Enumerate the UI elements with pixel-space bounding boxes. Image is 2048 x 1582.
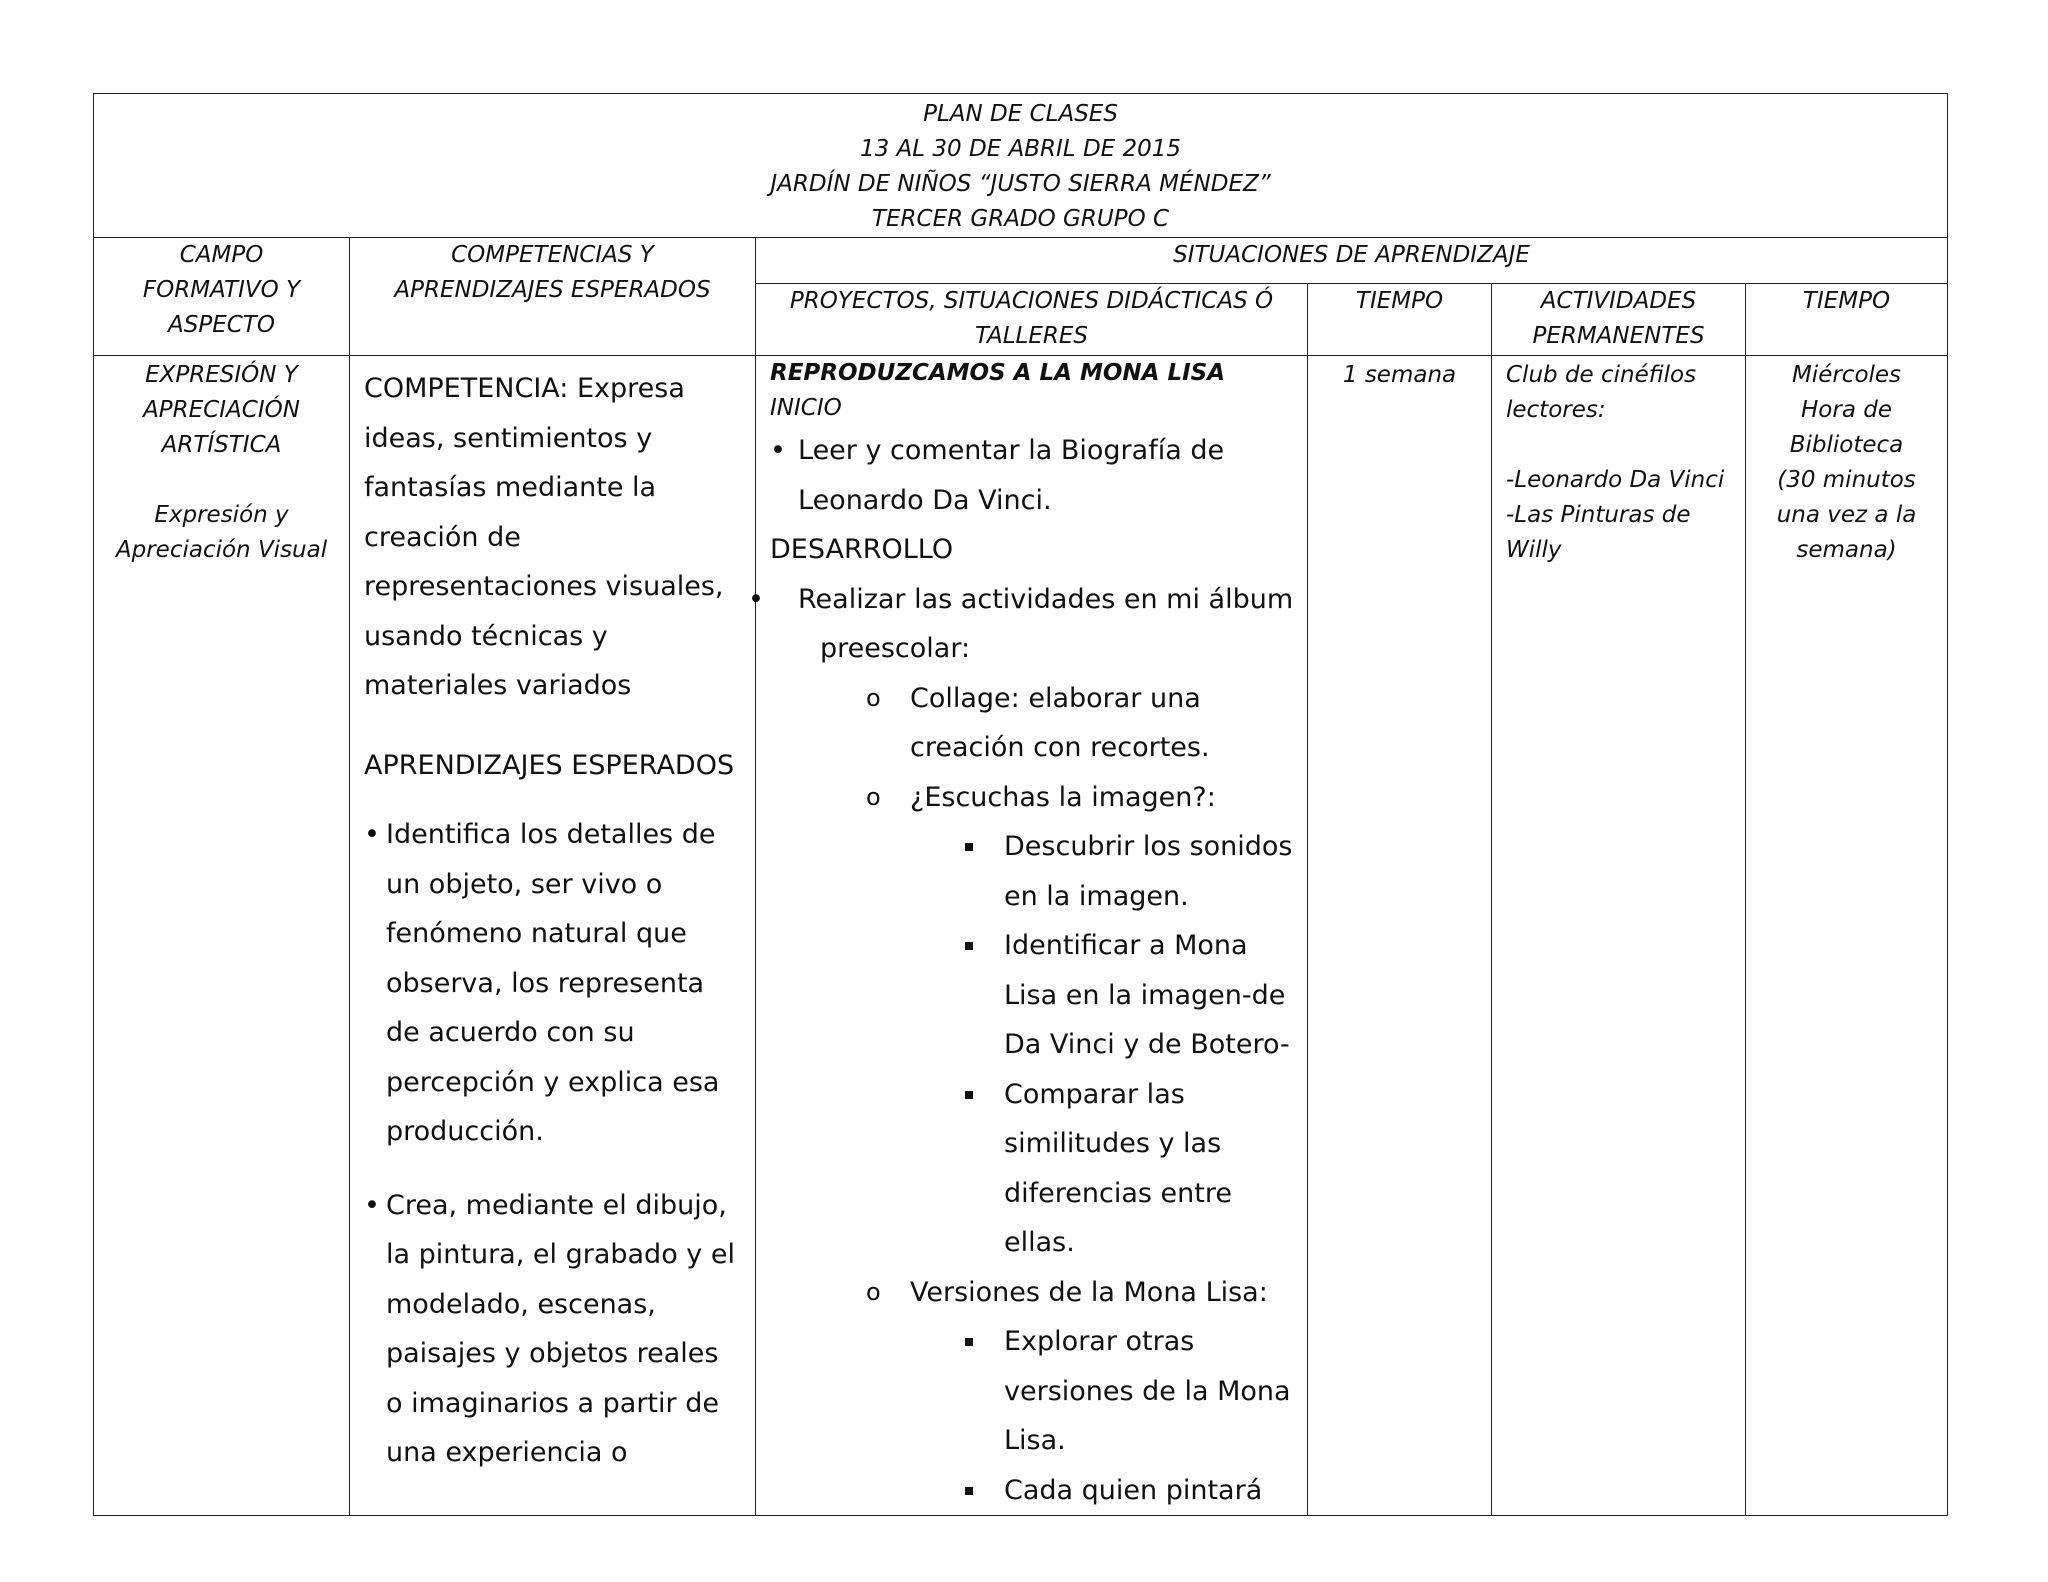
desarrollo-item: • Realizar las actividades en mi álbum preescolar: [770, 575, 1297, 674]
header-situaciones: SITUACIONES DE APRENDIZAJE [756, 238, 1948, 284]
versiones-subitem: Cada quien pintará [770, 1466, 1297, 1516]
versiones-item: o Versiones de la Mona Lisa: [770, 1268, 1297, 1318]
competencias-cell [350, 356, 756, 1516]
actividad-item: -Leonardo Da Vinci [1506, 467, 1725, 493]
collage-item: o Collage: elaborar una creación con recortes. [770, 674, 1297, 773]
header-tiempo-2: TIEMPO [1746, 284, 1948, 356]
plan-title: PLAN DE CLASES [923, 101, 1118, 127]
escuchas-subitem: Comparar las similitudes y las diferencias entre ellas. [770, 1070, 1297, 1268]
grade-group: TERCER GRADO GRUPO C [871, 206, 1170, 232]
escuchas-subitem: Descubrir los sonidos en la imagen. [770, 822, 1297, 921]
header-actividades: ACTIVIDADES PERMANENTES [1492, 284, 1746, 356]
tiempo-cell-1 [1308, 356, 1492, 1516]
actividades-cell: Club de cinéfilos lectores: -Leonardo Da Vinci -Las Pinturas de Willy [1492, 356, 1746, 1516]
campo-line: EXPRESIÓN Y [145, 362, 298, 388]
aprendizaje-item: • Identifica los detalles de un objeto, ser vivo o fenómeno natural que observa, los representa de acuerdo con su percepción y explica esa producción. [364, 810, 741, 1157]
aspecto-line: Apreciación Visual [115, 537, 328, 563]
campo-formativo-cell [94, 356, 350, 1516]
lesson-plan-table [93, 93, 1948, 1516]
versiones-subitem: Explorar otras versiones de la Mona Lisa. [770, 1317, 1297, 1466]
inicio-heading: INICIO [770, 395, 842, 421]
inicio-item: • Leer y comentar la Biografía de Leonardo Da Vinci. [770, 426, 1297, 525]
aprendizajes-title: APRENDIZAJES ESPERADOS [364, 749, 735, 781]
campo-line: ARTÍSTICA [161, 432, 282, 458]
project-title: REPRODUZCAMOS A LA MONA LISA [770, 360, 1226, 386]
actividad-item: -Las Pinturas de [1506, 502, 1691, 528]
escuchas-subitem: Identificar a Mona Lisa en la imagen-de Da Vinci y de Botero- [770, 921, 1297, 1070]
competencia-text: COMPETENCIA: Expresa ideas, sentimientos y fantasías mediante la creación de representaciones visuales, usando técnicas y materiales variados [364, 373, 724, 701]
header-campo-formativo: CAMPO FORMATIVO Y ASPECTO [94, 238, 350, 356]
aprendizaje-item: • Crea, mediante el dibujo, la pintura, el grabado y el modelado, escenas, paisajes y objetos reales o imaginarios a partir de una experiencia o [364, 1181, 741, 1478]
aspecto-line: Expresión y [154, 502, 289, 528]
plan-dates: 13 AL 30 DE ABRIL DE 2015 [859, 136, 1182, 162]
tiempo-value: 1 semana [1342, 362, 1457, 388]
proyecto-cell [756, 356, 1308, 1516]
school-name: JARDÍN DE NIÑOS “JUSTO SIERRA MÉNDEZ” [770, 171, 1271, 197]
campo-line: APRECIACIÓN [143, 397, 300, 423]
escuchas-item: o ¿Escuchas la imagen?: [770, 773, 1297, 823]
header-tiempo-1: TIEMPO [1308, 284, 1492, 356]
header-proyectos: PROYECTOS, SITUACIONES DIDÁCTICAS Ó TALLERES [756, 284, 1308, 356]
header-competencias: COMPETENCIAS Y APRENDIZAJES ESPERADOS [350, 238, 756, 356]
plan-title-block [94, 94, 1948, 238]
tiempo-cell-2: Miércoles Hora de Biblioteca (30 minutos una vez a la semana) [1746, 356, 1948, 1516]
desarrollo-heading: DESARROLLO [770, 534, 954, 565]
aprendizajes-list [364, 810, 741, 1478]
